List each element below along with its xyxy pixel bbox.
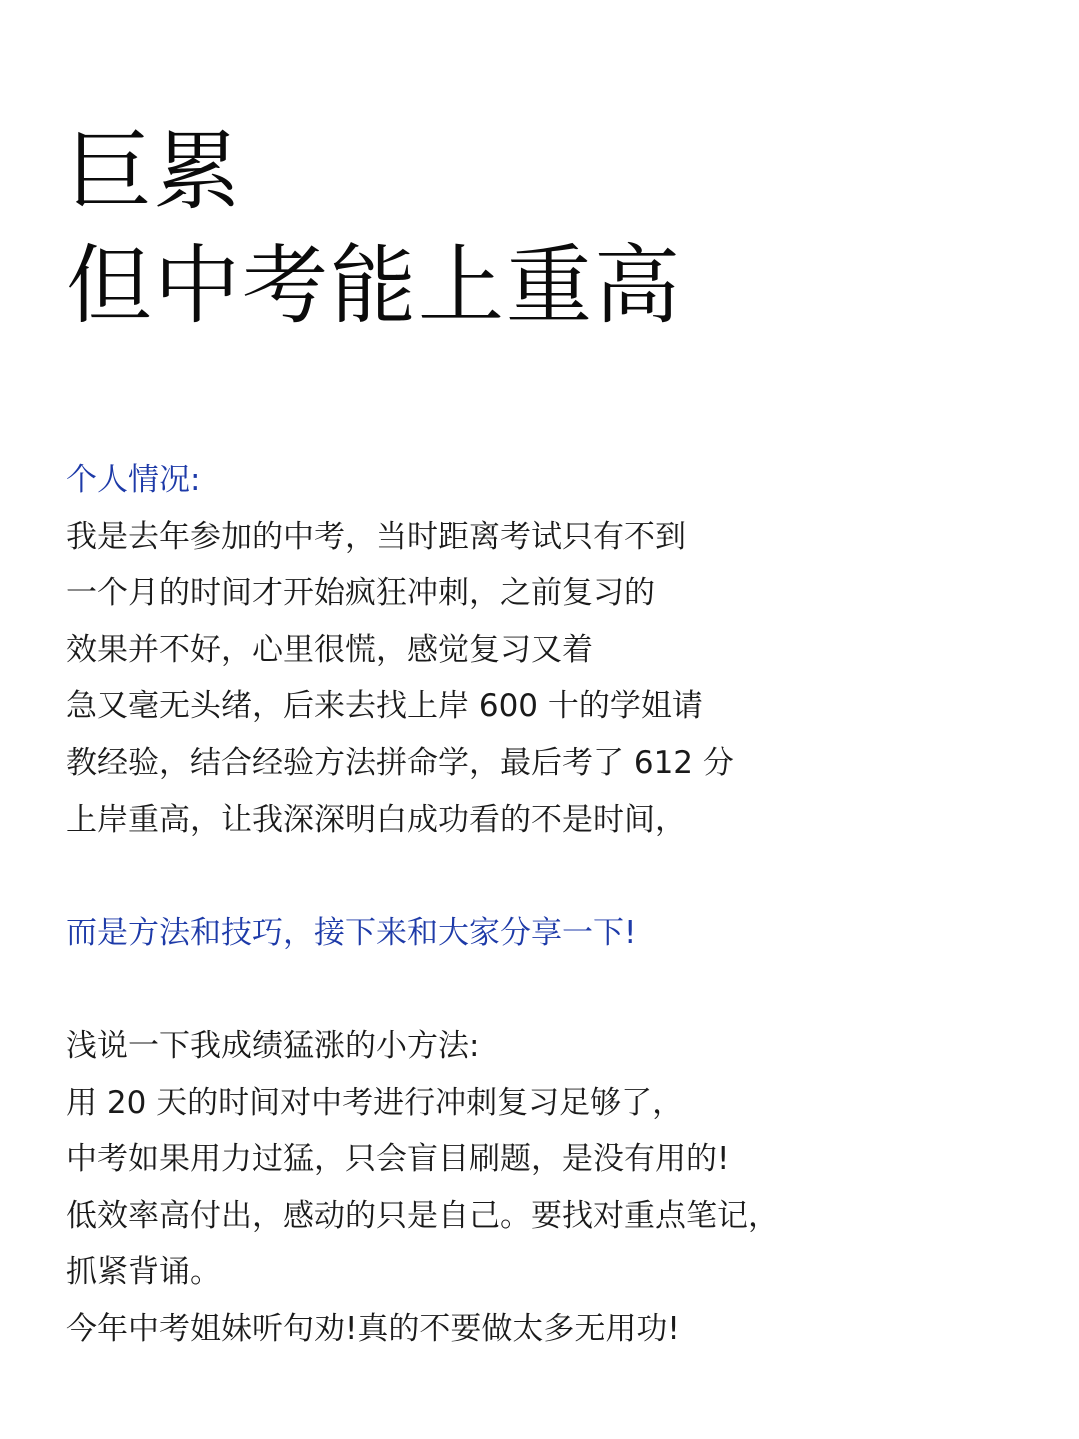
paragraph-line: 效果并不好，心里很慌，感觉复习又着 [66,631,593,668]
paragraph-line: 教经验，结合经验方法拼命学，最后考了 612 分 [66,744,734,781]
paragraph-line: 今年中考姐妹听句劝!真的不要做太多无用功! [66,1310,680,1347]
paragraph-line: 浅说一下我成绩猛涨的小方法: [66,1027,480,1064]
section-heading-personal: 个人情况: [66,462,201,498]
paragraph-line: 抓紧背诵。 [66,1254,221,1291]
paragraph-line: 用 20 天的时间对中考进行冲刺复习足够了， [66,1084,684,1121]
paragraph-line: 中考如果用力过猛，只会盲目刷题，是没有用的! [66,1141,730,1178]
article-body [66,452,1026,1358]
paragraph-line: 一个月的时间才开始疯狂冲刺，之前复习的 [66,575,655,612]
paragraph-line: 急又毫无头绪，后来去找上岸 600 十的学姐请 [66,688,703,725]
paragraph-line: 我是去年参加的中考，当时距离考试只有不到 [66,518,686,555]
title-line-2: 但中考能上重高 [66,236,682,336]
paragraph-line: 上岸重高，让我深深明白成功看的不是时间， [66,801,686,838]
paragraph-line: 低效率高付出，感动的只是自己。要找对重点笔记， [66,1197,779,1234]
title-line-1: 巨累 [66,122,242,222]
spacer [66,961,1026,1018]
highlight-line: 而是方法和技巧，接下来和大家分享一下! [66,914,637,951]
page-title [66,115,682,343]
spacer [66,848,1026,905]
